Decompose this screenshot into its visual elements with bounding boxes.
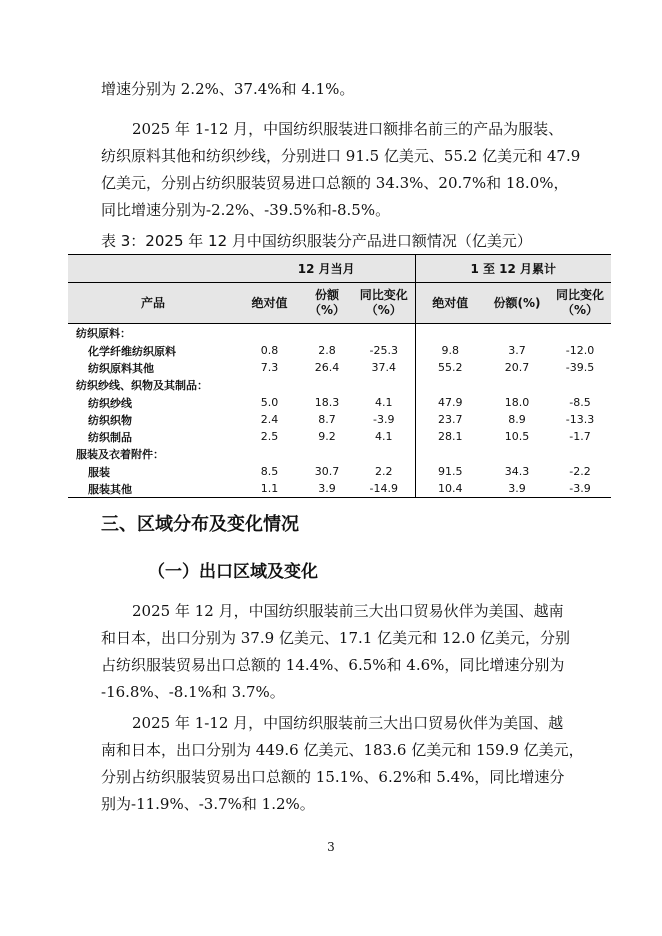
section-heading: 三、区域分布及变化情况 bbox=[101, 514, 299, 535]
header-abs: 绝对值 bbox=[238, 283, 301, 324]
text-line: 2025 年 1-12 月，中国纺织服装进口额排名前三的产品为服装、 bbox=[132, 120, 564, 138]
text-line: -16.8%、-8.1%和 3.7%。 bbox=[101, 683, 285, 701]
cell-share-cum: 10.5 bbox=[504, 430, 530, 443]
cell-yoy: 4.1 bbox=[375, 396, 393, 409]
cell-abs: 8.5 bbox=[260, 465, 279, 478]
paragraph-import-products bbox=[101, 116, 581, 224]
row-product: 纺织织物 bbox=[88, 413, 132, 427]
table-row bbox=[68, 359, 611, 376]
table-group-header-row bbox=[68, 255, 611, 283]
row-product: 服装 bbox=[88, 465, 110, 479]
cell-abs: 2.4 bbox=[260, 413, 279, 426]
cell-share-cum: 8.9 bbox=[508, 413, 526, 426]
cell-share: 30.7 bbox=[314, 465, 340, 478]
text-line: 增速分别为 2.2%、37.4%和 4.1%。 bbox=[101, 80, 355, 98]
paragraph-growth-tail bbox=[101, 76, 577, 103]
cell-yoy-cum: -1.7 bbox=[569, 430, 591, 443]
cell-share-cum: 18.0 bbox=[504, 396, 530, 409]
cell-abs-cum: 55.2 bbox=[415, 359, 485, 376]
cell-yoy-cum: -2.2 bbox=[569, 465, 591, 478]
cell-yoy-cum: -13.3 bbox=[565, 413, 595, 426]
header-blank bbox=[68, 255, 238, 283]
header-yoy-cum-l1: 同比变化 bbox=[555, 288, 604, 302]
cell-share: 8.7 bbox=[318, 413, 336, 426]
page-number: 3 bbox=[327, 840, 335, 854]
table-category-row bbox=[68, 376, 611, 394]
table-row bbox=[68, 428, 611, 445]
table-category-row bbox=[68, 445, 611, 463]
row-product: 纺织纱线 bbox=[88, 396, 132, 410]
header-share-l2: （%） bbox=[308, 303, 346, 317]
text-line: 南和日本，出口分别为 449.6 亿美元、183.6 亿美元和 159.9 亿美元， bbox=[101, 741, 584, 759]
cell-yoy-cum: -39.5 bbox=[565, 361, 595, 374]
cell-abs-cum: 28.1 bbox=[415, 428, 485, 445]
text-line: 同比增速分别为-2.2%、-39.5%和-8.5%。 bbox=[101, 201, 391, 219]
cell-share-cum: 3.7 bbox=[508, 344, 526, 357]
paragraph-export-year bbox=[101, 710, 584, 818]
header-share bbox=[301, 283, 353, 324]
table-column-header-row bbox=[68, 283, 611, 324]
row-product: 纺织原料其他 bbox=[88, 361, 154, 375]
cell-abs: 0.8 bbox=[260, 344, 279, 357]
cell-yoy: -14.9 bbox=[353, 480, 415, 498]
cell-share: 9.2 bbox=[318, 430, 336, 443]
cell-share: 3.9 bbox=[301, 480, 353, 498]
header-yoy-cum-l2: （%） bbox=[561, 303, 599, 317]
header-cumulative: 1 至 12 月累计 bbox=[415, 255, 611, 283]
header-yoy bbox=[353, 283, 415, 324]
cell-yoy: -25.3 bbox=[369, 344, 398, 357]
table-caption: 表 3：2025 年 12 月中国纺织服装分产品进口额情况（亿美元） bbox=[101, 232, 532, 250]
header-current-month: 12 月当月 bbox=[238, 255, 415, 283]
table-category-row bbox=[68, 324, 611, 343]
cell-share: 26.4 bbox=[314, 361, 340, 374]
cell-yoy: -3.9 bbox=[373, 413, 395, 426]
cell-abs: 1.1 bbox=[238, 480, 301, 498]
cell-share-cum: 3.9 bbox=[485, 480, 549, 498]
table-row bbox=[68, 394, 611, 411]
text-line: 别为-11.9%、-3.7%和 1.2%。 bbox=[101, 795, 315, 813]
header-abs-cum: 绝对值 bbox=[415, 283, 485, 324]
cell-abs: 5.0 bbox=[260, 396, 279, 409]
paragraph-export-december bbox=[101, 598, 577, 706]
table-row bbox=[68, 480, 611, 498]
cell-abs: 2.5 bbox=[260, 430, 279, 443]
table-row bbox=[68, 342, 611, 359]
cell-abs: 7.3 bbox=[260, 361, 279, 374]
header-yoy-l2: （%） bbox=[365, 303, 402, 317]
category-label: 服装及衣着附件： bbox=[76, 448, 164, 461]
cell-yoy-cum: -8.5 bbox=[569, 396, 591, 409]
cell-share-cum: 20.7 bbox=[504, 361, 530, 374]
cell-abs-cum: 91.5 bbox=[415, 463, 485, 480]
cell-yoy-cum: -12.0 bbox=[565, 344, 595, 357]
text-line: 分别占纺织服装贸易出口总额的 15.1%、6.2%和 5.4%，同比增速分 bbox=[101, 768, 565, 786]
header-product: 产品 bbox=[68, 283, 238, 324]
text-line: 纺织原料其他和纺织纱线，分别进口 91.5 亿美元、55.2 亿美元和 47.9 bbox=[101, 147, 581, 165]
header-yoy-l1: 同比变化 bbox=[359, 288, 408, 302]
text-line: 2025 年 1-12 月，中国纺织服装前三大出口贸易伙伴为美国、越 bbox=[132, 714, 564, 732]
import-by-product-table bbox=[68, 254, 611, 498]
row-product: 服装其他 bbox=[68, 480, 238, 498]
cell-yoy: 37.4 bbox=[371, 361, 396, 374]
cell-yoy: 4.1 bbox=[375, 430, 393, 443]
text-line: 和日本，出口分别为 37.9 亿美元、17.1 亿美元和 12.0 亿美元，分别 bbox=[101, 629, 571, 647]
header-yoy-cum bbox=[549, 283, 611, 324]
row-product: 纺织制品 bbox=[88, 430, 132, 444]
text-line: 2025 年 12 月，中国纺织服装前三大出口贸易伙伴为美国、越南 bbox=[132, 602, 564, 620]
category-label: 纺织原料： bbox=[76, 327, 131, 340]
category-label: 纺织纱线、织物及其制品： bbox=[76, 379, 208, 392]
cell-share-cum: 34.3 bbox=[504, 465, 530, 478]
cell-share: 2.8 bbox=[318, 344, 336, 357]
cell-abs-cum: 9.8 bbox=[415, 342, 485, 359]
table-row bbox=[68, 411, 611, 428]
text-line: 占纺织服装贸易出口总额的 14.4%、6.5%和 4.6%，同比增速分别为 bbox=[101, 656, 565, 674]
cell-abs-cum: 10.4 bbox=[415, 480, 485, 498]
subsection-heading: （一）出口区域及变化 bbox=[148, 562, 318, 582]
cell-abs-cum: 23.7 bbox=[415, 411, 485, 428]
cell-abs-cum: 47.9 bbox=[415, 394, 485, 411]
text-line: 亿美元，分别占纺织服装贸易进口总额的 34.3%、20.7%和 18.0%， bbox=[101, 174, 569, 192]
header-share-cum: 份额(%) bbox=[485, 283, 549, 324]
cell-yoy-cum: -3.9 bbox=[549, 480, 611, 498]
cell-yoy: 2.2 bbox=[375, 465, 393, 478]
table-row bbox=[68, 463, 611, 480]
header-share-l1: 份额 bbox=[314, 288, 339, 302]
row-product: 化学纤维纺织原料 bbox=[88, 344, 176, 358]
cell-share: 18.3 bbox=[314, 396, 340, 409]
